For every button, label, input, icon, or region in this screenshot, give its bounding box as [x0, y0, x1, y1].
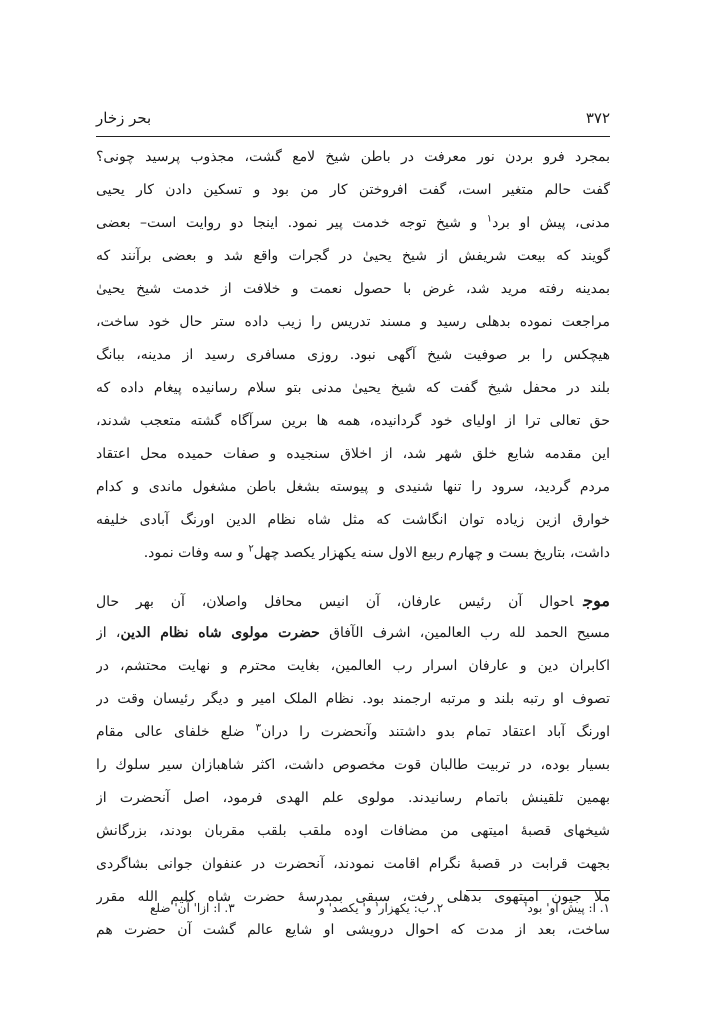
text-line: بهمین تلقینش باتمام رسانیدند. مولوی علم الهدی فرمود، اصل آنحضرت از: [96, 790, 610, 806]
running-title: بحر زخار: [96, 109, 152, 127]
text-line: هیچکس را بر صوفیت شیخ آگهی نبود. روزی مسافری رسید از مدینه، ببانگ: [96, 347, 610, 363]
footnote-3: ۳. ا: ازا' آن' ضلع: [150, 901, 235, 915]
footnote-rule: [466, 890, 610, 891]
text-line: بمجرد فرو بردن نور معرفت در باطن شیخ لامع گشت، مجذوب پرسید چونی؟: [96, 149, 610, 165]
text-line: گفت حالم متغیر است، گفت افروختن کار من بود و تسکین دادن کار یحیی: [96, 182, 610, 198]
footnote-ref-2: ۲: [248, 543, 254, 555]
footnotes: [150, 897, 610, 919]
text-line: اکابران دین و عارفان اسرار رب العالمین، بغایت محترم و نهایت محتشم، در: [96, 658, 610, 674]
text-line: شیخهای قصبهٔ امیتهی من مضافات اوده ملقب بلقب مقربان بودند، بزرگانش: [96, 823, 610, 839]
paragraph-1: [96, 141, 610, 570]
text-line: بسیار بوده، در تربیت طالبان قوت مخصوص داشت، اکثر شاهبازان سیر سلوك را: [96, 757, 610, 773]
text-line: گویند که بیعت شریفش از شیخ یحییٰ در گجرات واقع شد و بعضی برآنند که: [96, 248, 610, 264]
text-line: [96, 584, 610, 617]
text-line: [96, 207, 610, 240]
text-segment: داشت، بتاریخ بست و چهارم ربیع الاول سنه یکهزار یکصد چهل: [253, 545, 610, 561]
text-line: [96, 537, 610, 570]
text-line: ساخت، بعد از مدت که احوال درویشی او شایع عالم گشت آن حضرت هم: [96, 922, 610, 938]
footnote-ref-1: ۱: [486, 213, 493, 225]
text-segment: مدنی، پیش او برد: [492, 215, 610, 231]
text-segment: مسیح الحمد لله رب العالمین، اشرف الآفاق: [329, 625, 610, 641]
text-line: تصوف او رتبه بلند و مرتبه ارجمند بود. نظام الملک امیر و دیگر رئیسان وقت در: [96, 691, 610, 707]
text-line: بلند در محفل شیخ گفت که شیخ یحییٰ مدنی بتو سلام رسانیده پیغام داده که: [96, 380, 610, 396]
footnote-1: ۱. ا: پیش او' بود': [524, 901, 610, 915]
footnote-ref-3: ۳: [255, 722, 261, 734]
text-line: مردم گردید، سرود را تنها شنیدی و پیوسته بشغل باطن مشغول ماندی و کدام: [96, 479, 610, 495]
text-segment: ، از: [96, 625, 121, 641]
text-line: این مقدمه شایع خلق شهر شد، از اخلاق سنجیده و صفات حمیده محل اعتقاد: [96, 446, 610, 462]
text-line: بمدینه رفته مرید شد، غرض با حصول نعمت و خلافت از خدمت شیخ یحییٰ: [96, 281, 610, 297]
page-number: ۳۷۲: [585, 109, 610, 127]
header-rule: [96, 136, 610, 137]
text-line: حق تعالی ترا از اولیای خود گردانیده، همه ها برین سرآگاه گشته متعجب شدند،: [96, 413, 610, 429]
body-text: [96, 141, 610, 947]
entry-heading: موج: [583, 591, 610, 610]
text-line: مراجعت نموده بدهلی رسید و مسند تدریس را زیب داده ستر حال خود ساخت،: [96, 314, 610, 330]
text-segment: احوال آن رئیس عارفان، آن انیس محافل واصلان، آن بهر حال: [96, 594, 574, 610]
text-line: بجهت قرابت در قصبهٔ نگرام اقامت نمودند، آنحضرت در عنفوان جوانی بشاگردی: [96, 856, 610, 872]
text-line: [96, 617, 610, 650]
text-line: [96, 716, 610, 749]
text-line: خوارق ازین زیاده توان انگاشت که مثل شاه نظام الدین اورنگ آبادی خلیفه: [96, 512, 610, 528]
page-header: [96, 104, 610, 132]
text-segment: و شیخ توجه خدمت پیر نمود. اینجا دو روایت است– بعضی: [96, 215, 478, 231]
paragraph-2: [96, 584, 610, 947]
text-segment: ضلع خلفای عالی مقام: [96, 724, 245, 740]
footnote-2: ۲. ب: یکهزار' و' یکصد' و': [315, 901, 444, 915]
bold-name: حضرت مولوی شاه نظام الدین: [120, 625, 320, 641]
text-segment: اورنگ آباد اعتقاد تمام بدو داشتند وآنحضرت را دران: [260, 724, 610, 740]
text-segment: و سه وفات نمود.: [143, 545, 244, 561]
text-line: ملا جیون امیتهوی بدهلی رفت، سبقی بمدرسهٔ حضرت شاه کلیم الله مقرر: [96, 889, 610, 905]
